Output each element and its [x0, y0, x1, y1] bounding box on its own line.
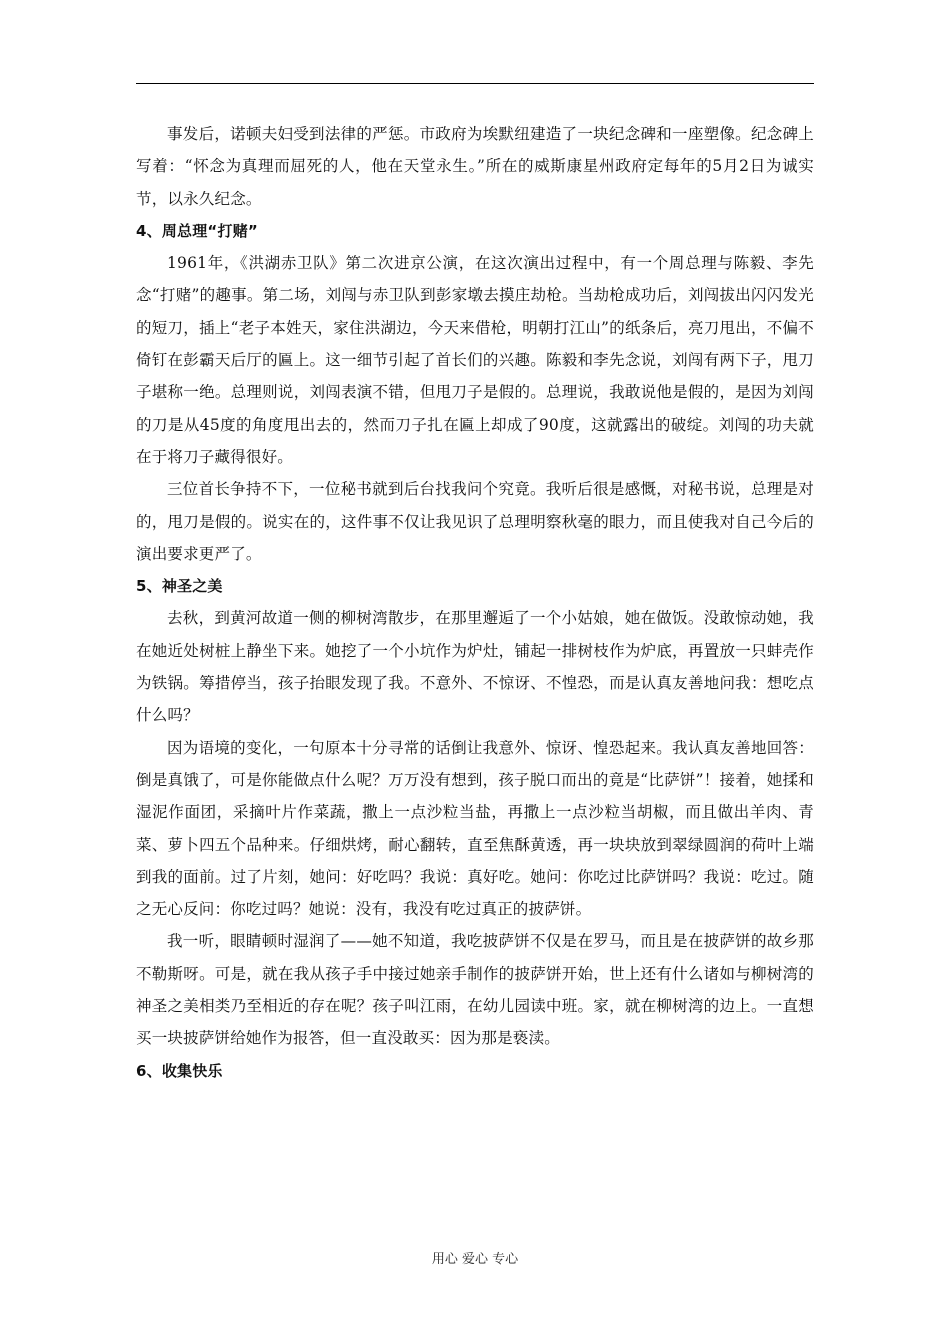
paragraph: 因为语境的变化，一句原本十分寻常的话倒让我意外、惊讶、惶恐起来。我认真友善地回答：倒是真饿了，可是你能做点什么呢？万万没有想到，孩子脱口而出的竟是“比萨饼”！接着，她揉和湿泥作面团，采摘叶片作菜蔬，撒上一点沙粒当盐，再撒上一点沙粒当胡椒，而且做出羊肉、青菜、萝卜四五个品种来。仔细烘烤，耐心翻转，直至焦酥黄透，再一块块放到翠绿圆润的荷叶上端到我的面前。过了片刻，她问：好吃吗？我说：真好吃。她问：你吃过比萨饼吗？我说：吃过。随之无心反问：你吃过吗？她说：没有，我没有吃过真正的披萨饼。 — [136, 738, 814, 919]
section-heading: 6、收集快乐 — [136, 1061, 223, 1080]
paragraph: 1961年，《洪湖赤卫队》第二次进京公演，在这次演出过程中，有一个周总理与陈毅、李先念“打赌”的趣事。第二场，刘闯与赤卫队到彭家墩去摸庄劫枪。当劫枪成功后，刘闯拔出闪闪发光的短刀，插上“老子本姓天，家住洪湖边，今天来借枪，明朝打江山”的纸条后，亮刀甩出，不偏不倚钉在彭霸天后厅的匾上。这一细节引起了首长们的兴趣。陈毅和李先念说，刘闯有两下子，甩刀子堪称一绝。总理则说，刘闯表演不错，但甩刀子是假的。总理说，我敢说他是假的，是因为刘闯的刀是从45度的角度甩出去的，然而刀子扎在匾上却成了90度，这就露出的破绽。刘闯的功夫就在于将刀子藏得很好。 — [136, 254, 814, 466]
document-body — [136, 118, 814, 1087]
header-rule — [136, 83, 814, 84]
paragraph: 我一听，眼睛顿时湿润了——她不知道，我吃披萨饼不仅是在罗马，而且是在披萨饼的故乡那不勒斯呀。可是，就在我从孩子手中接过她亲手制作的披萨饼开始，世上还有什么诸如与柳树湾的神圣之美相类乃至相近的存在呢？孩子叫江雨，在幼儿园读中班。家，就在柳树湾的边上。一直想买一块披萨饼给她作为报答，但一直没敢买：因为那是亵渎。 — [136, 932, 814, 1048]
paragraph: 事发后，诺顿夫妇受到法律的严惩。市政府为埃默纽建造了一块纪念碑和一座塑像。纪念碑上写着：“怀念为真理而屈死的人，他在天堂永生。”所在的威斯康星州政府定每年的5月2日为诚实节，以永久纪念。 — [136, 125, 814, 208]
page-footer: 用心 爱心 专心 — [431, 1252, 519, 1267]
section-heading: 5、神圣之美 — [136, 577, 223, 596]
paragraph: 三位首长争持不下，一位秘书就到后台找我问个究竟。我听后很是感慨，对秘书说，总理是对的，甩刀是假的。说实在的，这件事不仅让我见识了总理明察秋毫的眼力，而且使我对自己今后的演出要求更严了。 — [136, 480, 814, 563]
section-heading: 4、周总理“打赌” — [136, 221, 258, 240]
paragraph: 去秋，到黄河故道一侧的柳树湾散步，在那里邂逅了一个小姑娘，她在做饭。没敢惊动她，我在她近处树桩上静坐下来。她挖了一个小坑作为炉灶，铺起一排树枝作为炉底，再置放一只蚌壳作为铁锅。筹措停当，孩子抬眼发现了我。不意外、不惊讶、不惶恐，而是认真友善地问我：想吃点什么吗？ — [136, 609, 814, 725]
